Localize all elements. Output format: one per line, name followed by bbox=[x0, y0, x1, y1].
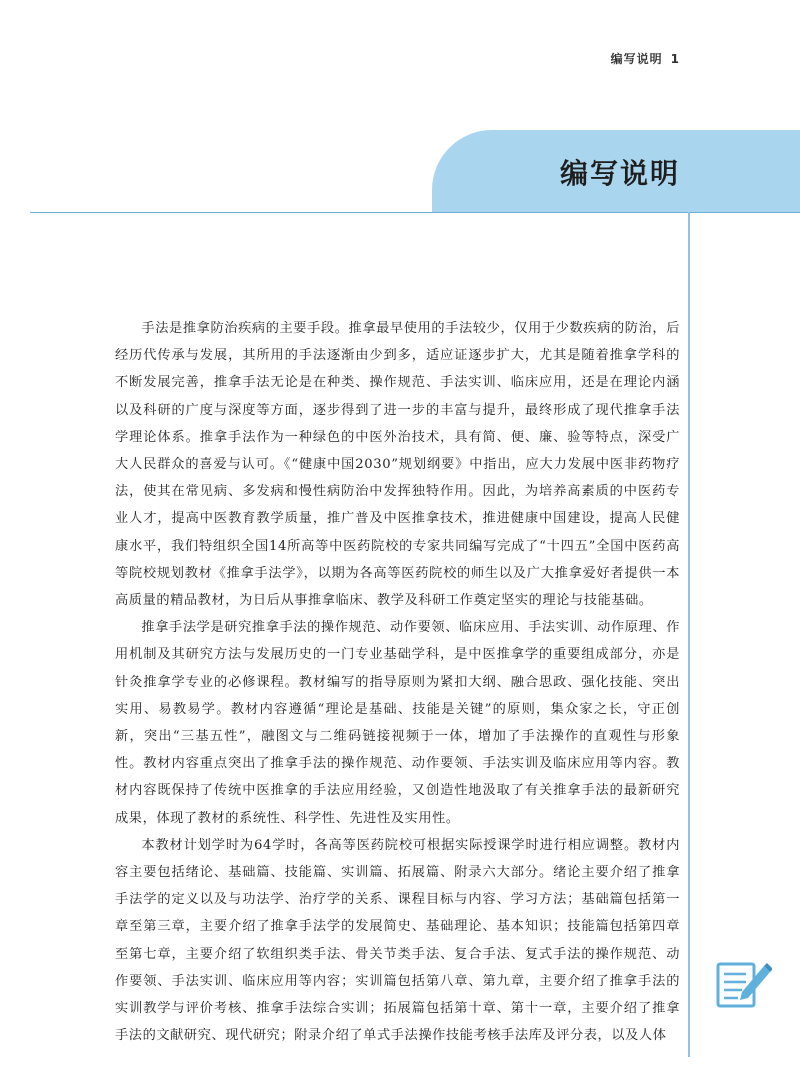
header-rule bbox=[30, 212, 800, 213]
margin-rule bbox=[688, 212, 690, 1057]
paragraph-3: 本教材计划学时为64学时，各高等医药院校可根据实际授课学时进行相应调整。教材内容主要包括绪论、基础篇、技能篇、实训篇、拓展篇、附录六大部分。绪论主要介绍了推拿手法学的定义以及与功法学、治疗学的关系、课程目标与内容、学习方法；基础篇包括第一章至第三章，主要介绍了推拿手法学的发展简史、基础理论、基本知识；技能篇包括第四章至第七章，主要介绍了软组织类手法、骨关节类手法、复合手法、复式手法的操作规范、动作要领、手法实训、临床应用等内容；实训篇包括第八章、第九章，主要介绍了推拿手法的实训教学与评价考核、推拿手法综合实训；拓展篇包括第十章、第十一章，主要介绍了推拿手法的文献研究、现代研究；附录介绍了单式手法操作技能考核手法库及评分表，以及人体 bbox=[115, 837, 680, 1044]
body-text bbox=[115, 315, 680, 1049]
notebook-pen-icon bbox=[712, 952, 772, 1012]
page-number: 1 bbox=[670, 52, 680, 66]
running-head-title: 编写说明 bbox=[610, 52, 663, 66]
running-head bbox=[611, 50, 680, 67]
paragraph-1: 手法是推拿防治疾病的主要手段。推拿最早使用的手法较少，仅用于少数疾病的防治，后经历代传承与发展，其所用的手法逐渐由少到多，适应证逐步扩大，尤其是随着推拿学科的不断发展完善，推拿手法无论是在种类、操作规范、手法实训、临床应用，还是在理论内涵以及科研的广度与深度等方面，逐步得到了进一步的丰富与提升，最终形成了现代推拿手法学理论体系。推拿手法作为一种绿色的中医外治技术，具有简、便、廉、验等特点，深受广大人民群众的喜爱与认可。《“健康中国2030”规划纲要》中指出，应大力发展中医非药物疗法，使其在常见病、多发病和慢性病防治中发挥独特作用。因此，为培养高素质的中医药专业人才，提高中医教育教学质量，推广普及中医推拿技术，推进健康中国建设，提高人民健康水平，我们特组织全国14所高等中医药院校的专家共同编写完成了“十四五”全国中医药高等院校规划教材《推拿手法学》，以期为各高等医药院校的师生以及广大推拿爱好者提供一本高质量的精品教材，为日后从事推拿临床、教学及科研工作奠定坚实的理论与技能基础。 bbox=[115, 321, 680, 609]
page-title: 编写说明 bbox=[559, 157, 680, 190]
paragraph-2: 推拿手法学是研究推拿手法的操作规范、动作要领、临床应用、手法实训、动作原理、作用机制及其研究方法与发展历史的一门专业基础学科，是中医推拿学的重要组成部分，亦是针灸推拿学专业的必修课程。教材编写的指导原则为紧扣大纲、融合思政、强化技能、突出实用、易教易学。教材内容遵循“理论是基础、技能是关键”的原则，集众家之长，守正创新，突出“三基五性”，融图文与二维码链接视频于一体，增加了手法操作的直观性与形象性。教材内容重点突出了推拿手法的操作规范、动作要领、手法实训及临床应用等内容。教材内容既保持了传统中医推拿的手法应用经验，又创造性地汲取了有关推拿手法的最新研究成果，体现了教材的系统性、科学性、先进性及实用性。 bbox=[115, 620, 680, 826]
